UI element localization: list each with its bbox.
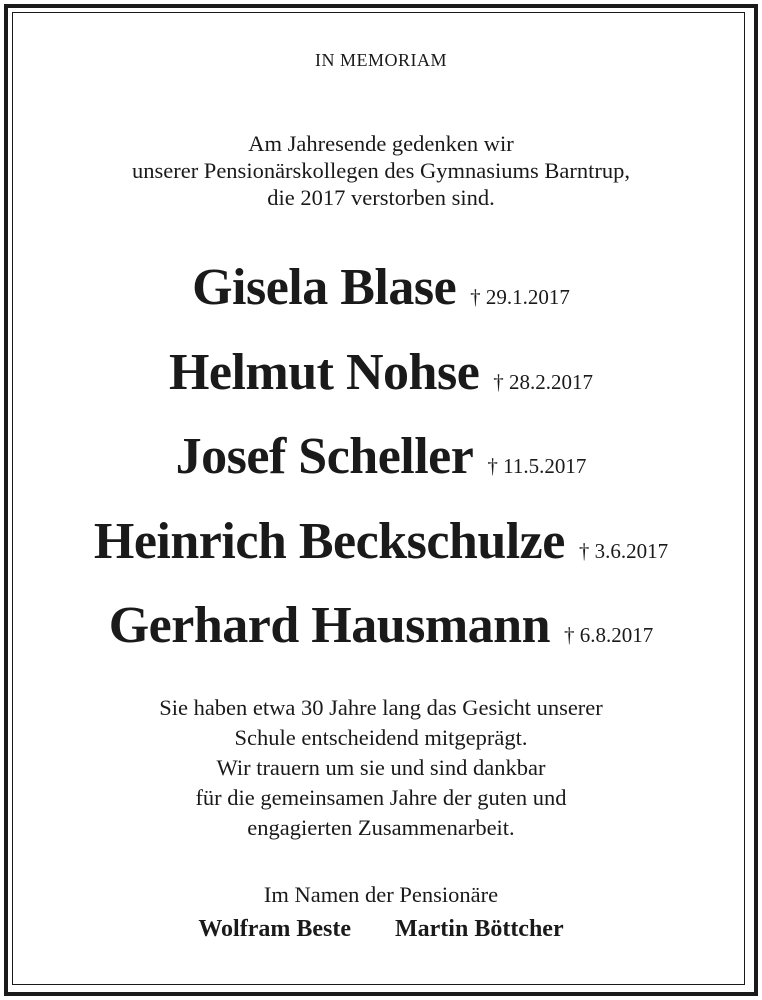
deceased-entry [14,512,748,597]
deceased-name: Gisela Blase [192,259,457,316]
death-date: † 29.1.2017 [470,285,570,309]
death-date: † 6.8.2017 [564,623,654,647]
tribute-line: Schule entscheidend mitgeprägt. [234,725,528,750]
intro-line: unserer Pensionärskollegen des Gymnasiums Barntrup, [131,158,631,183]
signature-intro: Im Namen der Pensionäre [263,882,499,907]
deceased-name: Josef Scheller [175,428,474,485]
notice-heading: IN MEMORIAM [314,50,447,70]
deceased-entry [14,258,748,343]
tribute-line: Wir trauern um sie und sind dankbar [216,755,546,780]
obituary-notice [14,14,748,982]
tribute-line: Sie haben etwa 30 Jahre lang das Gesicht unserer [159,695,603,720]
deceased-entry [14,343,748,428]
intro-text [14,130,748,211]
deceased-entry [14,427,748,512]
death-date: † 11.5.2017 [487,454,587,478]
signer-name: Wolfram Beste [198,916,351,942]
deceased-name: Gerhard Hausmann [108,597,551,654]
intro-line: Am Jahresende gedenken wir [248,131,514,156]
death-date: † 28.2.2017 [493,369,594,394]
tribute-line: für die gemeinsamen Jahre der guten und [195,785,567,810]
intro-line: die 2017 verstorben sind. [267,185,495,210]
deceased-list [14,258,748,681]
signer-name: Martin Böttcher [395,916,564,942]
deceased-name: Heinrich Beckschulze [93,512,565,570]
deceased-entry [14,596,748,681]
tribute-text [14,693,748,843]
tribute-line: engagierten Zusammenarbeit. [247,815,515,840]
death-date: † 3.6.2017 [578,538,669,563]
signers [14,916,748,943]
deceased-name: Helmut Nohse [168,343,480,401]
